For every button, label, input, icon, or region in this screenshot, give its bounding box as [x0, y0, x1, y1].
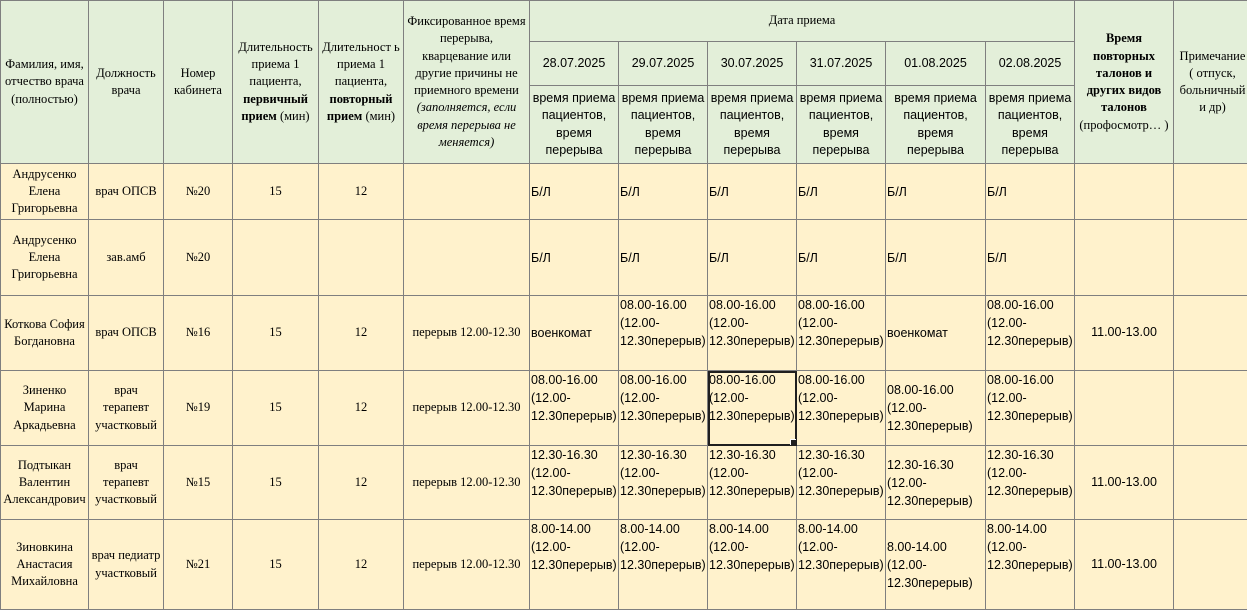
cell-repeat-duration[interactable]	[319, 164, 404, 220]
cell-day-schedule[interactable]	[797, 520, 886, 610]
repeat-duration-value: 12	[354, 325, 368, 340]
cell-room[interactable]	[164, 164, 233, 220]
header-time-note: время приема пациентов, время перерыва	[894, 91, 977, 157]
cell-room[interactable]	[164, 371, 233, 446]
day-schedule-value: Б/Л	[709, 250, 729, 265]
cell-day-schedule[interactable]	[797, 220, 886, 296]
header-repeat-duration-pre: Длительност ь приема 1 пациента,	[322, 39, 400, 89]
room-number: №20	[185, 183, 211, 198]
break-value: перерыв 12.00-12.30	[412, 556, 521, 571]
break-value: перерыв 12.00-12.30	[412, 474, 521, 489]
day-schedule-value: 8.00-14.00 (12.00-12.30перерыв)	[620, 522, 706, 572]
header-date: 02.08.2025	[998, 55, 1062, 70]
cell-day-schedule[interactable]	[708, 296, 797, 371]
cell-day-schedule[interactable]	[886, 220, 986, 296]
cell-day-schedule[interactable]	[619, 296, 708, 371]
cell-day-schedule[interactable]	[797, 296, 886, 371]
cell-note[interactable]	[1174, 164, 1247, 220]
header-break-main: Фиксированное время перерыва, кварцевание или другие причины не приемного времени	[407, 14, 526, 97]
doctor-position: врач терапевт участковый	[95, 457, 157, 507]
header-date: 30.07.2025	[720, 55, 784, 70]
day-schedule-value: 8.00-14.00 (12.00-12.30перерыв)	[709, 522, 795, 572]
header-name-text: Фамилия, имя, отчество врача (полностью)	[5, 57, 84, 106]
room-number: №20	[185, 249, 211, 264]
cell-note[interactable]	[1174, 446, 1247, 520]
cell-room[interactable]	[164, 296, 233, 371]
header-position[interactable]	[89, 1, 164, 164]
cell-day-schedule[interactable]	[886, 446, 986, 520]
day-schedule-value: 12.30-16.30 (12.00-12.30перерыв)	[987, 448, 1073, 498]
day-schedule-value: Б/Л	[987, 184, 1007, 199]
cell-note[interactable]	[1174, 296, 1247, 371]
cell-first-duration[interactable]	[233, 164, 319, 220]
cell-repeat-duration[interactable]	[319, 446, 404, 520]
header-time-note-cell[interactable]	[708, 86, 797, 164]
break-value: перерыв 12.00-12.30	[412, 325, 521, 340]
cell-note[interactable]	[1174, 520, 1247, 610]
cell-position[interactable]	[89, 446, 164, 520]
day-schedule-value: 08.00-16.00 (12.00-12.30перерыв)	[987, 298, 1073, 348]
doctor-name: Зиновкина Анастасия Михайловна	[11, 539, 78, 589]
cell-day-schedule[interactable]	[886, 520, 986, 610]
repeat-tickets-value: 11.00-13.00	[1091, 325, 1157, 340]
cell-day-schedule[interactable]	[986, 164, 1075, 220]
doctor-name: Зиненко Марина Аркадьевна	[13, 383, 76, 432]
cell-day-schedule[interactable]	[886, 371, 986, 446]
header-first-duration-bold: первичный прием	[241, 91, 308, 123]
first-duration-value: 15	[269, 183, 282, 198]
day-schedule-value: 08.00-16.00 (12.00-12.30перерыв)	[798, 373, 884, 423]
first-duration-value: 15	[269, 474, 282, 489]
cell-repeat-tickets[interactable]	[1075, 520, 1174, 610]
header-time-note: время приема пациентов, время перерыва	[532, 91, 616, 157]
cell-day-schedule[interactable]	[708, 164, 797, 220]
day-schedule-value: 12.30-16.30 (12.00-12.30перерыв)	[709, 448, 795, 498]
doctor-position: зав.амб	[106, 249, 146, 264]
cell-day-schedule[interactable]	[986, 371, 1075, 446]
header-date: 28.07.2025	[542, 55, 606, 70]
doctor-name: Коткова София Богдановна	[4, 316, 85, 348]
day-schedule-value: 8.00-14.00 (12.00-12.30перерыв)	[531, 522, 617, 572]
doctor-name: Андрусенко Елена Григорьевна	[11, 232, 78, 282]
header-time-note-cell[interactable]	[797, 86, 886, 164]
header-date: 29.07.2025	[631, 55, 695, 70]
cell-first-duration[interactable]	[233, 520, 319, 610]
cell-position[interactable]	[89, 371, 164, 446]
cell-room[interactable]	[164, 446, 233, 520]
day-schedule-value: 08.00-16.00 (12.00-12.30перерыв)	[709, 298, 795, 348]
cell-day-schedule[interactable]	[530, 520, 619, 610]
cell-first-duration[interactable]	[233, 220, 319, 296]
header-first-duration[interactable]	[233, 1, 319, 164]
cell-day-schedule[interactable]	[986, 296, 1075, 371]
day-schedule-value: Б/Л	[798, 250, 818, 265]
header-date-cell[interactable]	[530, 42, 619, 86]
first-duration-value: 15	[269, 400, 282, 415]
cell-break[interactable]	[404, 164, 530, 220]
day-schedule-value: 12.30-16.30 (12.00-12.30перерыв)	[620, 448, 706, 498]
cell-day-schedule-selected[interactable]	[708, 371, 797, 446]
cell-day-schedule[interactable]	[986, 520, 1075, 610]
cell-day-schedule[interactable]	[797, 371, 886, 446]
cell-day-schedule[interactable]	[708, 220, 797, 296]
header-room[interactable]	[164, 1, 233, 164]
day-schedule-value: 12.30-16.30 (12.00-12.30перерыв)	[798, 448, 884, 498]
room-number: №21	[185, 556, 211, 571]
cell-day-schedule[interactable]	[986, 220, 1075, 296]
day-schedule-value: военкомат	[887, 326, 948, 340]
cell-day-schedule[interactable]	[619, 520, 708, 610]
day-schedule-value: 08.00-16.00 (12.00-12.30перерыв)	[620, 298, 706, 348]
cell-day-schedule[interactable]	[986, 446, 1075, 520]
header-repeat-tickets-post: (профосмотр… )	[1079, 117, 1169, 132]
cell-doctor-name[interactable]	[1, 520, 89, 610]
break-value: перерыв 12.00-12.30	[412, 400, 521, 415]
day-schedule-value: военкомат	[531, 326, 592, 340]
header-position-text: Должность врача	[96, 65, 156, 97]
cell-doctor-name[interactable]	[1, 296, 89, 371]
day-schedule-value: Б/Л	[709, 184, 729, 199]
cell-repeat-tickets[interactable]	[1075, 220, 1174, 296]
header-time-note: время приема пациентов, время перерыва	[710, 91, 794, 157]
header-first-duration-text	[235, 39, 316, 125]
header-time-note-cell[interactable]	[619, 86, 708, 164]
header-repeat-duration-post: (мин)	[362, 108, 396, 123]
cell-day-schedule[interactable]	[530, 446, 619, 520]
header-break[interactable]	[404, 1, 530, 164]
header-date-group-text: Дата приема	[768, 13, 836, 28]
cell-day-schedule[interactable]	[886, 296, 986, 371]
cell-repeat-duration[interactable]	[319, 296, 404, 371]
cell-repeat-tickets[interactable]	[1075, 371, 1174, 446]
cell-break[interactable]	[404, 296, 530, 371]
header-repeat-duration-bold: повторный прием	[326, 91, 393, 123]
day-schedule-value: Б/Л	[620, 250, 640, 265]
header-note-text: Примечание ( отпуск, больничный и др)	[1179, 48, 1246, 115]
day-schedule-value: 08.00-16.00 (12.00-12.30перерыв)	[798, 298, 884, 348]
header-date-cell[interactable]	[797, 42, 886, 86]
day-schedule-value: 8.00-14.00 (12.00-12.30перерыв)	[987, 522, 1073, 572]
cell-position[interactable]	[89, 520, 164, 610]
day-schedule-value: 08.00-16.00 (12.00-12.30перерыв)	[887, 383, 973, 433]
doctor-name: Подтыкан Валентин Александрович	[3, 457, 86, 507]
doctor-position: врач ОПСВ	[95, 325, 157, 340]
cell-day-schedule[interactable]	[797, 446, 886, 520]
day-schedule-value: 8.00-14.00 (12.00-12.30перерыв)	[798, 522, 884, 572]
cell-doctor-name[interactable]	[1, 371, 89, 446]
cell-day-schedule[interactable]	[886, 164, 986, 220]
header-time-note-cell[interactable]	[986, 86, 1075, 164]
cell-day-schedule[interactable]	[530, 296, 619, 371]
cell-break[interactable]	[404, 220, 530, 296]
header-name[interactable]	[1, 1, 89, 164]
day-schedule-value: 08.00-16.00 (12.00-12.30перерыв)	[709, 373, 795, 423]
cell-day-schedule[interactable]	[797, 164, 886, 220]
cell-note[interactable]	[1174, 371, 1247, 446]
cell-position[interactable]	[89, 164, 164, 220]
cell-note[interactable]	[1174, 220, 1247, 296]
header-time-note-cell[interactable]	[886, 86, 986, 164]
cell-day-schedule[interactable]	[619, 371, 708, 446]
day-schedule-value: 08.00-16.00 (12.00-12.30перерыв)	[987, 373, 1073, 423]
day-schedule-value: 12.30-16.30 (12.00-12.30перерыв)	[531, 448, 617, 498]
day-schedule-value: 08.00-16.00 (12.00-12.30перерыв)	[620, 373, 706, 423]
doctor-name: Андрусенко Елена Григорьевна	[11, 166, 78, 216]
cell-break[interactable]	[404, 520, 530, 610]
cell-first-duration[interactable]	[233, 371, 319, 446]
header-repeat-duration[interactable]	[319, 1, 404, 164]
day-schedule-value: Б/Л	[620, 184, 640, 199]
day-schedule-value: Б/Л	[987, 250, 1007, 265]
header-date-group[interactable]	[530, 1, 1075, 42]
cell-break[interactable]	[404, 446, 530, 520]
repeat-tickets-value: 11.00-13.00	[1091, 474, 1157, 489]
repeat-duration-value: 12	[354, 400, 368, 415]
cell-day-schedule[interactable]	[619, 446, 708, 520]
day-schedule-value: 12.30-16.30 (12.00-12.30перерыв)	[887, 457, 973, 508]
header-repeat-tickets-text	[1077, 30, 1171, 134]
cell-doctor-name[interactable]	[1, 164, 89, 220]
header-note[interactable]	[1174, 1, 1247, 164]
header-time-note: время приема пациентов, время перерыва	[988, 91, 1072, 157]
header-date-cell[interactable]	[986, 42, 1075, 86]
repeat-tickets-value: 11.00-13.00	[1091, 556, 1157, 571]
first-duration-value: 15	[269, 325, 282, 340]
first-duration-value: 15	[269, 556, 282, 571]
repeat-duration-value: 12	[354, 183, 368, 198]
cell-day-schedule[interactable]	[530, 371, 619, 446]
doctor-position: врач терапевт участковый	[95, 383, 157, 432]
header-date: 01.08.2025	[904, 55, 967, 70]
cell-repeat-tickets[interactable]	[1075, 446, 1174, 520]
cell-doctor-name[interactable]	[1, 220, 89, 296]
header-repeat-duration-text	[321, 39, 401, 125]
day-schedule-value: Б/Л	[887, 184, 907, 199]
header-date-cell[interactable]	[708, 42, 797, 86]
header-date-cell[interactable]	[619, 42, 708, 86]
day-schedule-value: Б/Л	[887, 250, 907, 265]
day-schedule-value: 08.00-16.00 (12.00-12.30перерыв)	[531, 373, 617, 423]
header-repeat-tickets[interactable]	[1075, 1, 1174, 164]
cell-first-duration[interactable]	[233, 446, 319, 520]
fill-handle[interactable]	[790, 439, 797, 446]
room-number: №15	[185, 474, 211, 489]
repeat-duration-value: 12	[354, 556, 368, 571]
header-time-note: время приема пациентов, время перерыва	[621, 91, 705, 157]
cell-repeat-duration[interactable]	[319, 220, 404, 296]
day-schedule-value: 8.00-14.00 (12.00-12.30перерыв)	[887, 539, 973, 590]
cell-repeat-duration[interactable]	[319, 371, 404, 446]
day-schedule-value: Б/Л	[531, 250, 551, 265]
header-time-note-cell[interactable]	[530, 86, 619, 164]
header-first-duration-pre: Длительность приема 1 пациента,	[238, 39, 313, 89]
header-room-text: Номер кабинета	[174, 65, 222, 97]
doctor-position: врач педиатр участковый	[91, 548, 161, 580]
doctor-position: врач ОПСВ	[95, 183, 157, 198]
cell-repeat-tickets[interactable]	[1075, 296, 1174, 371]
header-repeat-tickets-bold: Время повторных талонов и других видов талонов	[1086, 31, 1162, 115]
cell-day-schedule[interactable]	[619, 164, 708, 220]
cell-doctor-name[interactable]	[1, 446, 89, 520]
cell-break[interactable]	[404, 371, 530, 446]
cell-day-schedule[interactable]	[530, 164, 619, 220]
day-schedule-value: Б/Л	[531, 184, 551, 199]
cell-day-schedule[interactable]	[619, 220, 708, 296]
cell-repeat-tickets[interactable]	[1075, 164, 1174, 220]
room-number: №16	[185, 325, 211, 340]
header-break-text	[406, 13, 527, 151]
header-break-italic: (заполняется, если время перерыва не меняется)	[416, 100, 517, 149]
cell-position[interactable]	[89, 296, 164, 371]
cell-day-schedule[interactable]	[708, 446, 797, 520]
cell-day-schedule[interactable]	[708, 520, 797, 610]
room-number: №19	[185, 400, 211, 415]
header-time-note: время приема пациентов, время перерыва	[799, 91, 883, 157]
day-schedule-value: Б/Л	[798, 184, 818, 199]
cell-room[interactable]	[164, 220, 233, 296]
header-first-duration-post: (мин)	[276, 108, 310, 123]
header-date-cell[interactable]	[886, 42, 986, 86]
cell-repeat-duration[interactable]	[319, 520, 404, 610]
cell-room[interactable]	[164, 520, 233, 610]
header-date: 31.07.2025	[809, 55, 873, 70]
cell-day-schedule[interactable]	[530, 220, 619, 296]
repeat-duration-value: 12	[354, 474, 368, 489]
cell-first-duration[interactable]	[233, 296, 319, 371]
cell-position[interactable]	[89, 220, 164, 296]
